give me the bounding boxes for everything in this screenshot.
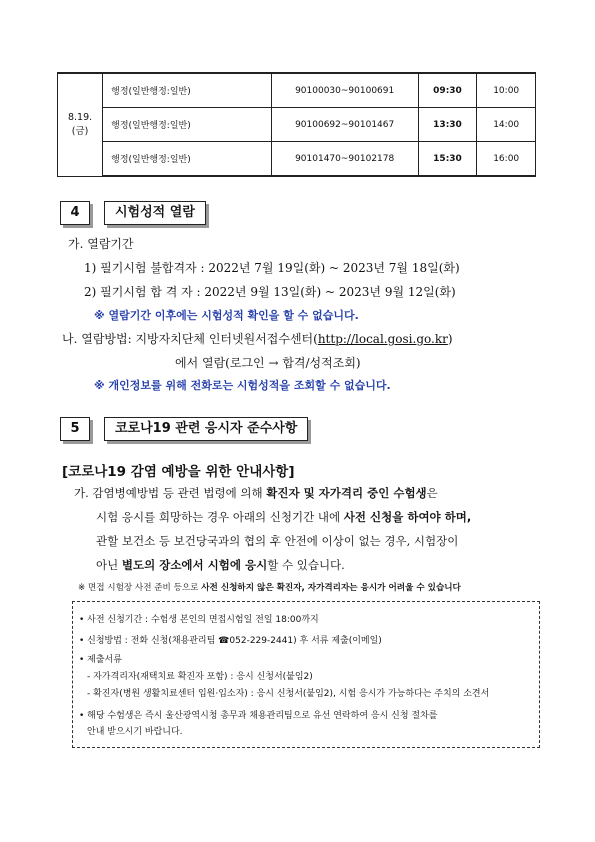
method-line-2: 에서 열람(로그인 → 합격/성적조회)	[175, 356, 361, 370]
section-number: 5	[60, 417, 90, 441]
para-line-2	[96, 509, 471, 525]
date-line1: 8.19.	[67, 111, 93, 123]
date-cell	[58, 73, 103, 176]
method-suffix: )	[447, 332, 453, 346]
method-prefix: 나. 열람방법: 지방자치단체 인터넷원서접수센터(	[62, 332, 318, 346]
period-heading: 가. 열람기간	[68, 237, 134, 251]
gosi-link[interactable]: http://local.gosi.go.kr	[317, 332, 448, 346]
period-note: ※ 열람기간 이후에는 시험성적 확인을 할 수 없습니다.	[94, 309, 359, 322]
period-line-2: 2) 필기시험 합 격 자 : 2022년 9월 13일(화) ~ 2023년 9월 12일(화)	[84, 285, 456, 299]
covid-subhead: [코로나19 감염 예방을 위한 안내사항]	[62, 464, 295, 480]
privacy-note: ※ 개인정보를 위해 전화로는 시험성적을 조회할 수 없습니다.	[94, 379, 391, 392]
range-cell: 90100692~90101467	[271, 108, 418, 142]
text-run-bold: 사전 신청하지 않은 확진자, 자가격리자는 응시가 어려울 수 있습니다	[201, 583, 461, 593]
table-row	[58, 108, 536, 142]
para-line-1	[74, 485, 438, 501]
box-item-docs-confirmed: - 확진자(병원 생활치료센터 입원·입소자) : 응시 신청서(붙임2), 시험 응시가 가능하다는 주치의 소견서	[87, 689, 490, 699]
range-cell: 90101470~90102178	[271, 142, 418, 177]
application-info-box	[72, 601, 540, 748]
time-cell: 16:00	[477, 142, 536, 177]
para-line-4	[96, 557, 345, 573]
range-cell: 90100030~90100691	[271, 73, 418, 108]
method-line	[62, 331, 453, 347]
time-cell: 09:30	[418, 73, 477, 108]
table-row	[58, 73, 536, 108]
text-run-bold: 확진자 및 자가격리 중인 수험생	[266, 486, 427, 500]
time-cell: 10:00	[477, 73, 536, 108]
schedule-table	[57, 72, 536, 177]
box-item-docs-selfisolation: - 자가격리자(재택치료 확진자 포함) : 응시 신청서(붙임2)	[87, 672, 313, 682]
text-run: 은	[426, 486, 438, 500]
interview-note	[78, 580, 461, 596]
time-cell: 14:00	[477, 108, 536, 142]
box-item-period: • 사전 신청기간 : 수험생 본인의 면접시험일 전일 18:00까지	[79, 615, 319, 625]
text-run: ※ 면접 시험장 사전 준비 등으로	[78, 583, 202, 593]
table-row	[58, 142, 536, 177]
text-run-bold: 사전 신청을 하여야 하며,	[343, 510, 472, 524]
para-line-3: 관할 보건소 등 보건당국과의 협의 후 안전에 이상이 없는 경우, 시험장이	[96, 534, 459, 548]
box-item-docs: • 제출서류	[79, 655, 122, 665]
text-run-bold: 별도의 장소에서 시험에 응시	[121, 558, 268, 572]
box-item-method: • 신청방법 : 전화 신청(채용관리팀 ☎052-229-2441) 후 서류 제출(이메일)	[79, 636, 382, 646]
text-run: 가. 감염병예방법 등 관련 법령에 의해	[74, 486, 267, 500]
box-item-contact: • 해당 수험생은 즉시 울산광역시청 총무과 채용관리팀으로 유선 연락하여 응시 신청 절차를	[79, 711, 438, 721]
dept-cell: 행정(일반행정:일반)	[103, 108, 272, 142]
dept-cell: 행정(일반행정:일반)	[103, 142, 272, 177]
time-cell: 15:30	[418, 142, 477, 177]
section-title: 코로나19 관련 응시자 준수사항	[104, 417, 308, 441]
period-line-1: 1) 필기시험 불합격자 : 2022년 7월 19일(화) ~ 2023년 7월 18일(화)	[84, 261, 460, 275]
box-item-contact-2: 안내 받으시기 바랍니다.	[87, 727, 183, 737]
text-run: 아닌	[96, 558, 122, 572]
section-title: 시험성적 열람	[104, 201, 206, 225]
text-run: 시험 응시를 희망하는 경우 아래의 신청기간 내에	[96, 510, 344, 524]
text-run: 할 수 있습니다.	[267, 558, 345, 572]
date-line2: (금)	[71, 125, 89, 137]
time-cell: 13:30	[418, 108, 477, 142]
section-number: 4	[60, 201, 90, 225]
dept-cell: 행정(일반행정:일반)	[103, 73, 272, 108]
